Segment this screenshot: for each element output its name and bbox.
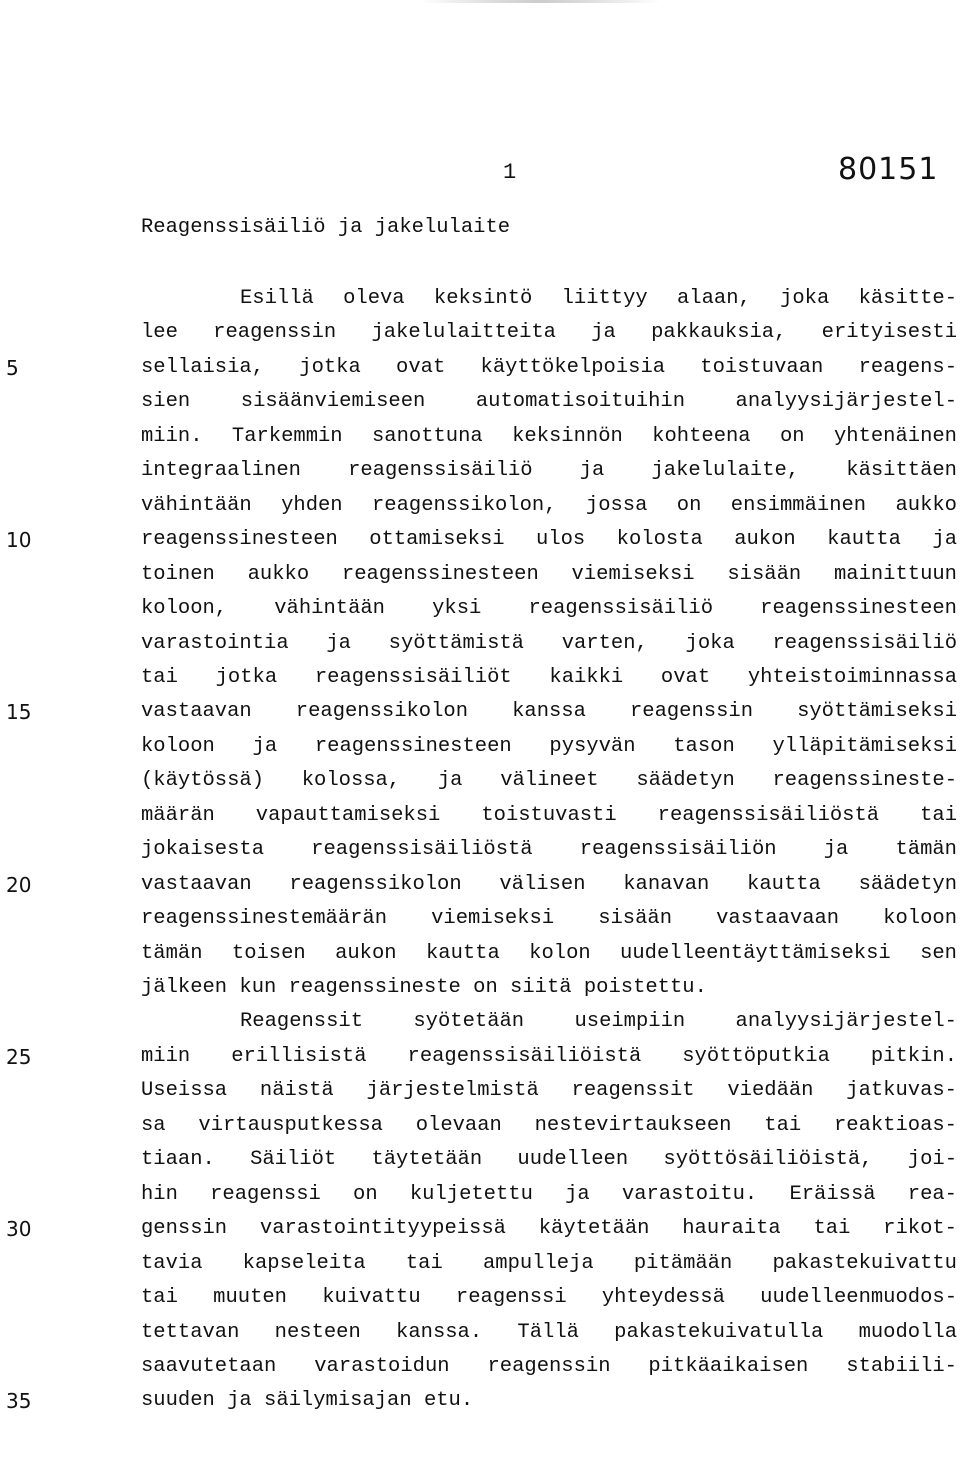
text-line: integraalinen reagenssisäiliö ja jakelulaite, käsittäen — [141, 459, 957, 483]
text-line: reagenssinesteen ottamiseksi ulos kolosta aukon kautta ja — [141, 528, 957, 552]
text-line: tavia kapseleita tai ampulleja pitämään pakastekuivattu — [141, 1251, 957, 1275]
text-line: tiaan. Säiliöt täytetään uudelleen syöttösäiliöistä, joi- — [141, 1148, 957, 1172]
text-line: koloon ja reagenssinesteen pysyvän tason ylläpitämiseksi — [141, 734, 957, 758]
line-number: 30 — [6, 1217, 32, 1242]
text-line: suuden ja säilymisajan etu. — [141, 1389, 474, 1413]
text-line: (käytössä) kolossa, ja välineet säädetyn reagenssineste- — [141, 769, 957, 793]
text-line: vastaavan reagenssikolon kanssa reagenssin syöttämiseksi — [141, 700, 957, 724]
line-number: 10 — [6, 528, 32, 553]
text-line: vähintään yhden reagenssikolon, jossa on ensimmäinen aukko — [141, 493, 957, 517]
text-line: lee reagenssin jakelulaitteita ja pakkauksia, erityisesti — [141, 321, 957, 345]
line-number: 15 — [6, 700, 32, 725]
text-line: sellaisia, jotka ovat käyttökelpoisia toistuvaan reagens- — [141, 355, 957, 379]
text-line: Esillä oleva keksintö liittyy alaan, joka käsitte- — [240, 287, 957, 310]
text-line: varastointia ja syöttämistä varten, joka reagenssisäiliö — [141, 631, 957, 655]
line-number: 35 — [6, 1389, 32, 1414]
text-line: vastaavan reagenssikolon välisen kanavan kautta säädetyn — [141, 872, 957, 896]
text-line: sien sisäänviemiseen automatisoituihin analyysijärjestel- — [141, 390, 957, 414]
text-line: toinen aukko reagenssinesteen viemiseksi sisään mainittuun — [141, 562, 957, 586]
text-line: Useissa näistä järjestelmistä reagenssit viedään jatkuvas- — [141, 1079, 957, 1103]
text-line: tai jotka reagenssisäiliöt kaikki ovat yhteistoiminnassa — [141, 665, 957, 689]
document-number: 80151 — [838, 152, 939, 187]
text-line: Reagenssit syötetään useimpiin analyysijärjestel- — [240, 1010, 957, 1034]
page-number: 1 — [503, 160, 517, 185]
text-line: sa virtausputkessa olevaan nestevirtaukseen tai reaktioas- — [141, 1113, 957, 1137]
line-number: 25 — [6, 1044, 32, 1069]
text-line: määrän vapauttamiseksi toistuvasti reagenssisäiliöstä tai — [141, 803, 957, 827]
text-line: tai muuten kuivattu reagenssi yhteydessä uudelleenmuodos- — [141, 1286, 957, 1310]
text-line: jälkeen kun reagenssineste on siitä poistettu. — [141, 976, 707, 999]
text-line: tämän toisen aukon kautta kolon uudelleentäyttämiseksi sen — [141, 941, 957, 965]
line-number: 5 — [6, 355, 19, 380]
line-number: 20 — [6, 872, 32, 897]
text-line: miin erillisistä reagenssisäiliöistä syöttöputkia pitkin. — [141, 1044, 957, 1068]
text-line: reagenssinestemäärän viemiseksi sisään vastaavaan koloon — [141, 907, 957, 931]
text-line: jokaisesta reagenssisäiliöstä reagenssisäiliön ja tämän — [141, 838, 957, 862]
document-title: Reagenssisäiliö ja jakelulaite — [141, 216, 511, 239]
text-line: tettavan nesteen kanssa. Tällä pakastekuivatulla muodolla — [141, 1320, 957, 1344]
text-line: genssin varastointityypeissä käytetään hauraita tai rikot- — [141, 1217, 957, 1241]
text-line: miin. Tarkemmin sanottuna keksinnön kohteena on yhtenäinen — [141, 424, 957, 448]
text-line: saavutetaan varastoidun reagenssin pitkäaikaisen stabiili- — [141, 1354, 957, 1378]
text-line: koloon, vähintään yksi reagenssisäiliö reagenssinesteen — [141, 597, 957, 621]
text-line: hin reagenssi on kuljetettu ja varastoitu. Eräissä rea- — [141, 1182, 957, 1206]
